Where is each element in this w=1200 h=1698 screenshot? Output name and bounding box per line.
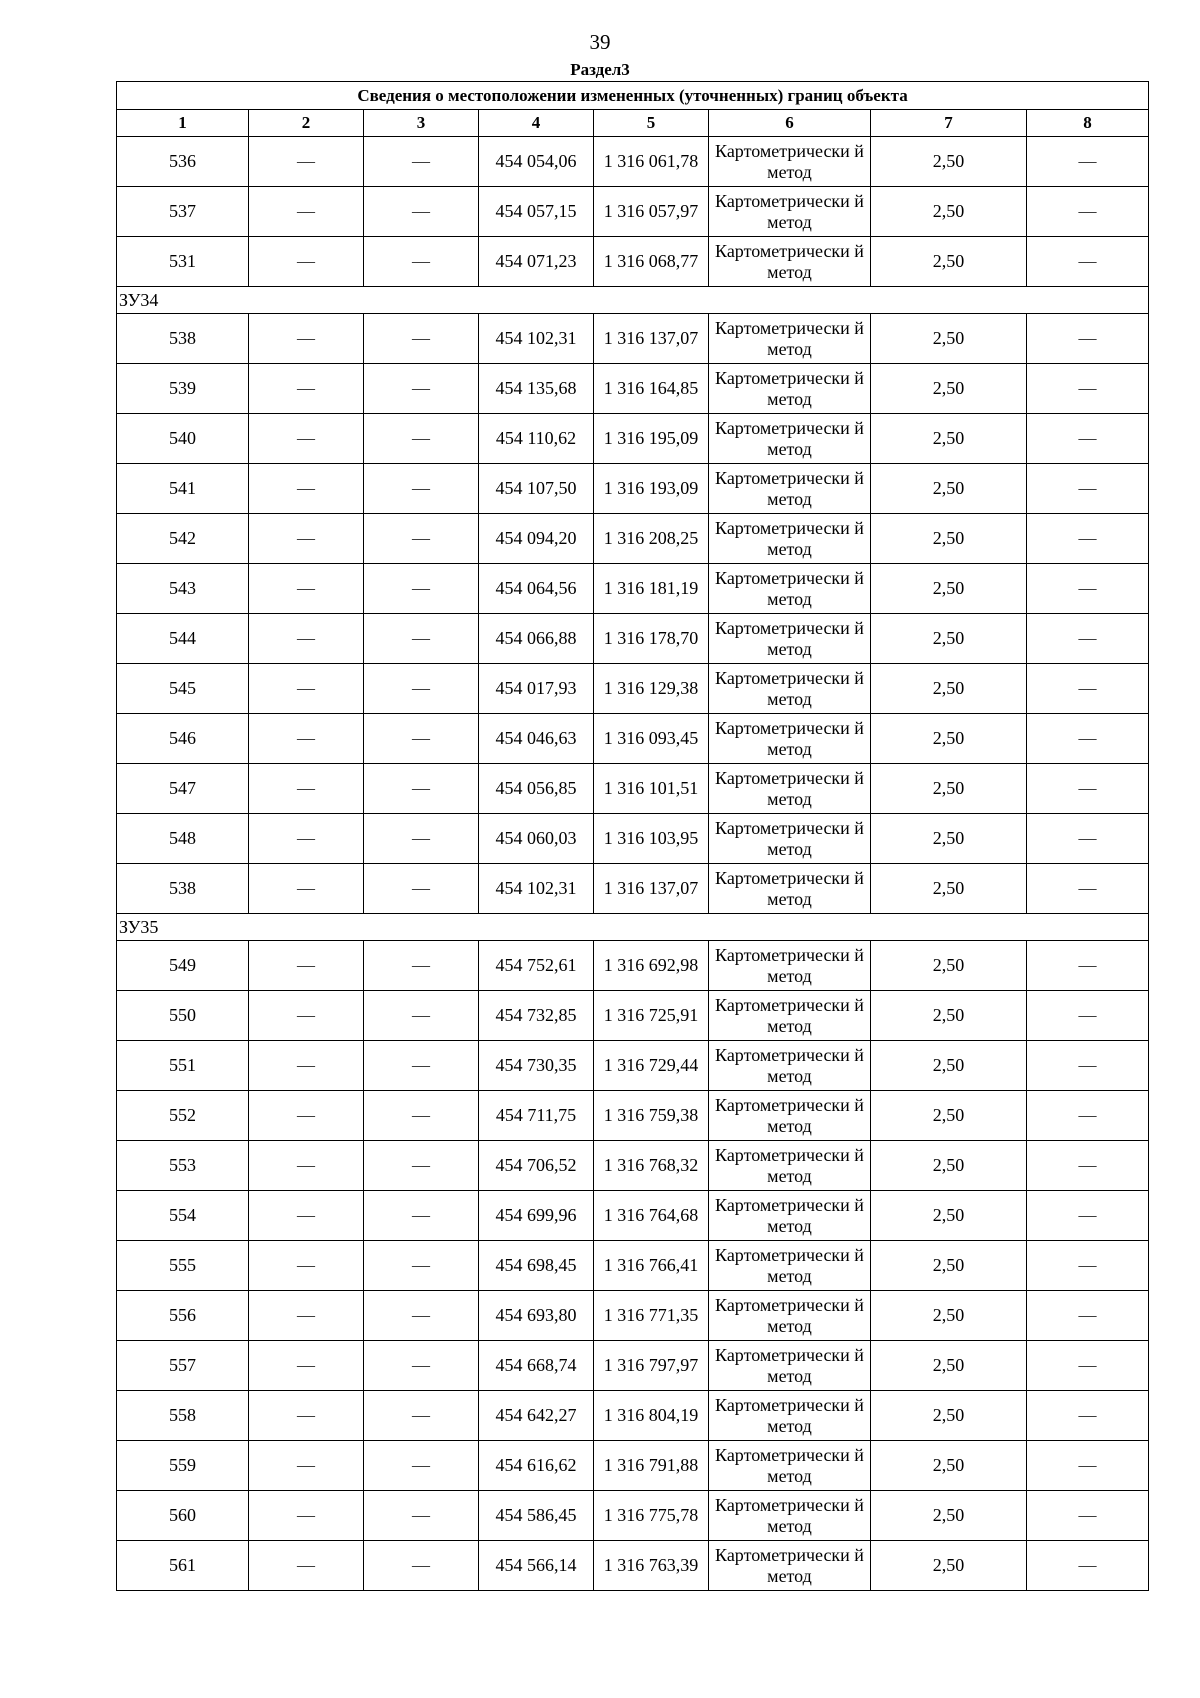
col8-cell: — (1027, 187, 1149, 237)
accuracy-cell: 2,50 (871, 991, 1027, 1041)
col3-cell: — (364, 714, 479, 764)
x-coordinate-cell: 454 056,85 (479, 764, 594, 814)
col2-cell: — (249, 364, 364, 414)
method-cell: Картометрически й метод (709, 991, 871, 1041)
col8-cell: — (1027, 614, 1149, 664)
table-row (117, 1291, 1149, 1341)
col3-cell: — (364, 1391, 479, 1441)
point-number-cell: 541 (117, 464, 249, 514)
col3-cell: — (364, 137, 479, 187)
col3-cell: — (364, 414, 479, 464)
col8-cell: — (1027, 1441, 1149, 1491)
coordinates-table (116, 81, 1149, 1591)
method-cell: Картометрически й метод (709, 564, 871, 614)
method-cell: Картометрически й метод (709, 1091, 871, 1141)
y-coordinate-cell: 1 316 068,77 (594, 237, 709, 287)
col8-cell: — (1027, 564, 1149, 614)
col2-cell: — (249, 1041, 364, 1091)
accuracy-cell: 2,50 (871, 664, 1027, 714)
accuracy-cell: 2,50 (871, 314, 1027, 364)
method-cell: Картометрически й метод (709, 1191, 871, 1241)
col2-cell: — (249, 764, 364, 814)
table-row (117, 1441, 1149, 1491)
point-number-cell: 545 (117, 664, 249, 714)
x-coordinate-cell: 454 135,68 (479, 364, 594, 414)
point-number-cell: 544 (117, 614, 249, 664)
col3-cell: — (364, 464, 479, 514)
col2-cell: — (249, 1391, 364, 1441)
y-coordinate-cell: 1 316 763,39 (594, 1541, 709, 1591)
x-coordinate-cell: 454 060,03 (479, 814, 594, 864)
col8-cell: — (1027, 991, 1149, 1041)
col2-cell: — (249, 814, 364, 864)
col2-cell: — (249, 137, 364, 187)
accuracy-cell: 2,50 (871, 764, 1027, 814)
y-coordinate-cell: 1 316 804,19 (594, 1391, 709, 1441)
table-caption-row (117, 82, 1149, 110)
point-number-cell: 557 (117, 1341, 249, 1391)
accuracy-cell: 2,50 (871, 864, 1027, 914)
accuracy-cell: 2,50 (871, 464, 1027, 514)
col2-cell: — (249, 1441, 364, 1491)
y-coordinate-cell: 1 316 193,09 (594, 464, 709, 514)
col3-cell: — (364, 1291, 479, 1341)
col3-cell: — (364, 1191, 479, 1241)
col8-cell: — (1027, 764, 1149, 814)
table-row (117, 664, 1149, 714)
y-coordinate-cell: 1 316 771,35 (594, 1291, 709, 1341)
accuracy-cell: 2,50 (871, 1391, 1027, 1441)
x-coordinate-cell: 454 107,50 (479, 464, 594, 514)
method-cell: Картометрически й метод (709, 1041, 871, 1091)
col2-cell: — (249, 991, 364, 1041)
col2-cell: — (249, 1141, 364, 1191)
col2-cell: — (249, 514, 364, 564)
group-row (117, 287, 1149, 314)
col2-cell: — (249, 187, 364, 237)
table-row (117, 614, 1149, 664)
table-row (117, 1241, 1149, 1291)
y-coordinate-cell: 1 316 061,78 (594, 137, 709, 187)
column-header: 8 (1027, 110, 1149, 137)
col3-cell: — (364, 764, 479, 814)
y-coordinate-cell: 1 316 178,70 (594, 614, 709, 664)
x-coordinate-cell: 454 730,35 (479, 1041, 594, 1091)
col3-cell: — (364, 564, 479, 614)
point-number-cell: 553 (117, 1141, 249, 1191)
x-coordinate-cell: 454 706,52 (479, 1141, 594, 1191)
section-title: Раздел3 (570, 60, 630, 79)
accuracy-cell: 2,50 (871, 1441, 1027, 1491)
point-number-cell: 554 (117, 1191, 249, 1241)
method-cell: Картометрически й метод (709, 664, 871, 714)
y-coordinate-cell: 1 316 766,41 (594, 1241, 709, 1291)
table-row (117, 137, 1149, 187)
x-coordinate-cell: 454 110,62 (479, 414, 594, 464)
method-cell: Картометрически й метод (709, 414, 871, 464)
y-coordinate-cell: 1 316 791,88 (594, 1441, 709, 1491)
accuracy-cell: 2,50 (871, 137, 1027, 187)
table-row (117, 564, 1149, 614)
column-header: 5 (594, 110, 709, 137)
x-coordinate-cell: 454 057,15 (479, 187, 594, 237)
x-coordinate-cell: 454 586,45 (479, 1491, 594, 1541)
col3-cell: — (364, 941, 479, 991)
accuracy-cell: 2,50 (871, 237, 1027, 287)
table-row (117, 1391, 1149, 1441)
accuracy-cell: 2,50 (871, 364, 1027, 414)
col8-cell: — (1027, 814, 1149, 864)
method-cell: Картометрически й метод (709, 137, 871, 187)
accuracy-cell: 2,50 (871, 941, 1027, 991)
x-coordinate-cell: 454 102,31 (479, 864, 594, 914)
group-row (117, 914, 1149, 941)
accuracy-cell: 2,50 (871, 187, 1027, 237)
point-number-cell: 549 (117, 941, 249, 991)
accuracy-cell: 2,50 (871, 1041, 1027, 1091)
table-row (117, 764, 1149, 814)
col8-cell: — (1027, 237, 1149, 287)
col2-cell: — (249, 237, 364, 287)
method-cell: Картометрически й метод (709, 464, 871, 514)
point-number-cell: 558 (117, 1391, 249, 1441)
accuracy-cell: 2,50 (871, 1191, 1027, 1241)
point-number-cell: 542 (117, 514, 249, 564)
point-number-cell: 543 (117, 564, 249, 614)
y-coordinate-cell: 1 316 797,97 (594, 1341, 709, 1391)
table-row (117, 1091, 1149, 1141)
table-row (117, 414, 1149, 464)
col3-cell: — (364, 1541, 479, 1591)
y-coordinate-cell: 1 316 725,91 (594, 991, 709, 1041)
point-number-cell: 561 (117, 1541, 249, 1591)
col8-cell: — (1027, 714, 1149, 764)
y-coordinate-cell: 1 316 137,07 (594, 864, 709, 914)
x-coordinate-cell: 454 054,06 (479, 137, 594, 187)
y-coordinate-cell: 1 316 101,51 (594, 764, 709, 814)
point-number-cell: 548 (117, 814, 249, 864)
table-row (117, 314, 1149, 364)
y-coordinate-cell: 1 316 208,25 (594, 514, 709, 564)
col2-cell: — (249, 414, 364, 464)
table-row (117, 991, 1149, 1041)
x-coordinate-cell: 454 711,75 (479, 1091, 594, 1141)
col3-cell: — (364, 991, 479, 1041)
point-number-cell: 538 (117, 314, 249, 364)
col8-cell: — (1027, 1091, 1149, 1141)
method-cell: Картометрически й метод (709, 237, 871, 287)
y-coordinate-cell: 1 316 137,07 (594, 314, 709, 364)
y-coordinate-cell: 1 316 057,97 (594, 187, 709, 237)
point-number-cell: 556 (117, 1291, 249, 1341)
point-number-cell: 537 (117, 187, 249, 237)
table-row (117, 464, 1149, 514)
col8-cell: — (1027, 1341, 1149, 1391)
x-coordinate-cell: 454 693,80 (479, 1291, 594, 1341)
col3-cell: — (364, 614, 479, 664)
x-coordinate-cell: 454 064,56 (479, 564, 594, 614)
method-cell: Картометрически й метод (709, 514, 871, 564)
method-cell: Картометрически й метод (709, 1391, 871, 1441)
col2-cell: — (249, 1291, 364, 1341)
accuracy-cell: 2,50 (871, 1291, 1027, 1341)
method-cell: Картометрически й метод (709, 714, 871, 764)
col2-cell: — (249, 614, 364, 664)
y-coordinate-cell: 1 316 093,45 (594, 714, 709, 764)
col2-cell: — (249, 1241, 364, 1291)
table-row (117, 187, 1149, 237)
col2-cell: — (249, 1341, 364, 1391)
x-coordinate-cell: 454 094,20 (479, 514, 594, 564)
point-number-cell: 555 (117, 1241, 249, 1291)
col2-cell: — (249, 664, 364, 714)
col3-cell: — (364, 1041, 479, 1091)
point-number-cell: 552 (117, 1091, 249, 1141)
column-header: 2 (249, 110, 364, 137)
x-coordinate-cell: 454 642,27 (479, 1391, 594, 1441)
col8-cell: — (1027, 1491, 1149, 1541)
table-row (117, 1491, 1149, 1541)
col3-cell: — (364, 1341, 479, 1391)
col8-cell: — (1027, 1241, 1149, 1291)
col8-cell: — (1027, 137, 1149, 187)
y-coordinate-cell: 1 316 764,68 (594, 1191, 709, 1241)
table-row (117, 1191, 1149, 1241)
accuracy-cell: 2,50 (871, 1491, 1027, 1541)
col3-cell: — (364, 814, 479, 864)
column-header: 3 (364, 110, 479, 137)
x-coordinate-cell: 454 017,93 (479, 664, 594, 714)
col2-cell: — (249, 1541, 364, 1591)
table-row (117, 364, 1149, 414)
col2-cell: — (249, 1491, 364, 1541)
y-coordinate-cell: 1 316 692,98 (594, 941, 709, 991)
table-row (117, 1041, 1149, 1091)
table-row (117, 814, 1149, 864)
col3-cell: — (364, 364, 479, 414)
col3-cell: — (364, 1241, 479, 1291)
method-cell: Картометрически й метод (709, 764, 871, 814)
col2-cell: — (249, 464, 364, 514)
col2-cell: — (249, 941, 364, 991)
point-number-cell: 546 (117, 714, 249, 764)
method-cell: Картометрически й метод (709, 1291, 871, 1341)
col3-cell: — (364, 1141, 479, 1191)
y-coordinate-cell: 1 316 195,09 (594, 414, 709, 464)
group-label: ЗУ35 (117, 914, 1149, 941)
x-coordinate-cell: 454 732,85 (479, 991, 594, 1041)
method-cell: Картометрически й метод (709, 364, 871, 414)
y-coordinate-cell: 1 316 768,32 (594, 1141, 709, 1191)
x-coordinate-cell: 454 046,63 (479, 714, 594, 764)
col2-cell: — (249, 864, 364, 914)
x-coordinate-cell: 454 071,23 (479, 237, 594, 287)
col2-cell: — (249, 564, 364, 614)
accuracy-cell: 2,50 (871, 1541, 1027, 1591)
col2-cell: — (249, 1091, 364, 1141)
column-header: 6 (709, 110, 871, 137)
y-coordinate-cell: 1 316 129,38 (594, 664, 709, 714)
col3-cell: — (364, 864, 479, 914)
col8-cell: — (1027, 1541, 1149, 1591)
col8-cell: — (1027, 664, 1149, 714)
col3-cell: — (364, 1091, 479, 1141)
table-header-row (117, 110, 1149, 137)
method-cell: Картометрически й метод (709, 864, 871, 914)
method-cell: Картометрически й метод (709, 1491, 871, 1541)
col8-cell: — (1027, 464, 1149, 514)
col2-cell: — (249, 714, 364, 764)
point-number-cell: 551 (117, 1041, 249, 1091)
method-cell: Картометрически й метод (709, 1341, 871, 1391)
x-coordinate-cell: 454 668,74 (479, 1341, 594, 1391)
point-number-cell: 539 (117, 364, 249, 414)
page-number: 39 (589, 30, 611, 54)
table-caption: Сведения о местоположении измененных (уточненных) границ объекта (117, 82, 1149, 110)
x-coordinate-cell: 454 616,62 (479, 1441, 594, 1491)
col3-cell: — (364, 314, 479, 364)
point-number-cell: 538 (117, 864, 249, 914)
accuracy-cell: 2,50 (871, 514, 1027, 564)
point-number-cell: 540 (117, 414, 249, 464)
point-number-cell: 559 (117, 1441, 249, 1491)
table-row (117, 1141, 1149, 1191)
col8-cell: — (1027, 414, 1149, 464)
x-coordinate-cell: 454 102,31 (479, 314, 594, 364)
method-cell: Картометрически й метод (709, 814, 871, 864)
col8-cell: — (1027, 364, 1149, 414)
col8-cell: — (1027, 514, 1149, 564)
accuracy-cell: 2,50 (871, 1241, 1027, 1291)
y-coordinate-cell: 1 316 103,95 (594, 814, 709, 864)
point-number-cell: 547 (117, 764, 249, 814)
table-row (117, 514, 1149, 564)
col2-cell: — (249, 1191, 364, 1241)
point-number-cell: 536 (117, 137, 249, 187)
column-header: 1 (117, 110, 249, 137)
accuracy-cell: 2,50 (871, 814, 1027, 864)
group-label: ЗУ34 (117, 287, 1149, 314)
accuracy-cell: 2,50 (871, 564, 1027, 614)
col8-cell: — (1027, 1041, 1149, 1091)
table-row (117, 1341, 1149, 1391)
col3-cell: — (364, 187, 479, 237)
table-row (117, 714, 1149, 764)
method-cell: Картометрически й метод (709, 614, 871, 664)
col8-cell: — (1027, 314, 1149, 364)
table-row (117, 941, 1149, 991)
col2-cell: — (249, 314, 364, 364)
method-cell: Картометрически й метод (709, 1141, 871, 1191)
column-header: 4 (479, 110, 594, 137)
point-number-cell: 550 (117, 991, 249, 1041)
col8-cell: — (1027, 1141, 1149, 1191)
table-row (117, 1541, 1149, 1591)
col3-cell: — (364, 1491, 479, 1541)
col3-cell: — (364, 514, 479, 564)
method-cell: Картометрически й метод (709, 1241, 871, 1291)
col8-cell: — (1027, 941, 1149, 991)
col3-cell: — (364, 1441, 479, 1491)
accuracy-cell: 2,50 (871, 614, 1027, 664)
y-coordinate-cell: 1 316 729,44 (594, 1041, 709, 1091)
y-coordinate-cell: 1 316 775,78 (594, 1491, 709, 1541)
method-cell: Картометрически й метод (709, 187, 871, 237)
x-coordinate-cell: 454 699,96 (479, 1191, 594, 1241)
table-row (117, 864, 1149, 914)
y-coordinate-cell: 1 316 181,19 (594, 564, 709, 614)
x-coordinate-cell: 454 066,88 (479, 614, 594, 664)
table-row (117, 237, 1149, 287)
method-cell: Картометрически й метод (709, 941, 871, 991)
column-header: 7 (871, 110, 1027, 137)
accuracy-cell: 2,50 (871, 1141, 1027, 1191)
accuracy-cell: 2,50 (871, 1091, 1027, 1141)
col8-cell: — (1027, 1391, 1149, 1441)
y-coordinate-cell: 1 316 164,85 (594, 364, 709, 414)
col8-cell: — (1027, 1291, 1149, 1341)
accuracy-cell: 2,50 (871, 414, 1027, 464)
method-cell: Картометрически й метод (709, 314, 871, 364)
method-cell: Картометрически й метод (709, 1541, 871, 1591)
point-number-cell: 560 (117, 1491, 249, 1541)
x-coordinate-cell: 454 566,14 (479, 1541, 594, 1591)
col3-cell: — (364, 237, 479, 287)
x-coordinate-cell: 454 752,61 (479, 941, 594, 991)
y-coordinate-cell: 1 316 759,38 (594, 1091, 709, 1141)
accuracy-cell: 2,50 (871, 714, 1027, 764)
method-cell: Картометрически й метод (709, 1441, 871, 1491)
col8-cell: — (1027, 864, 1149, 914)
point-number-cell: 531 (117, 237, 249, 287)
col8-cell: — (1027, 1191, 1149, 1241)
x-coordinate-cell: 454 698,45 (479, 1241, 594, 1291)
col3-cell: — (364, 664, 479, 714)
accuracy-cell: 2,50 (871, 1341, 1027, 1391)
